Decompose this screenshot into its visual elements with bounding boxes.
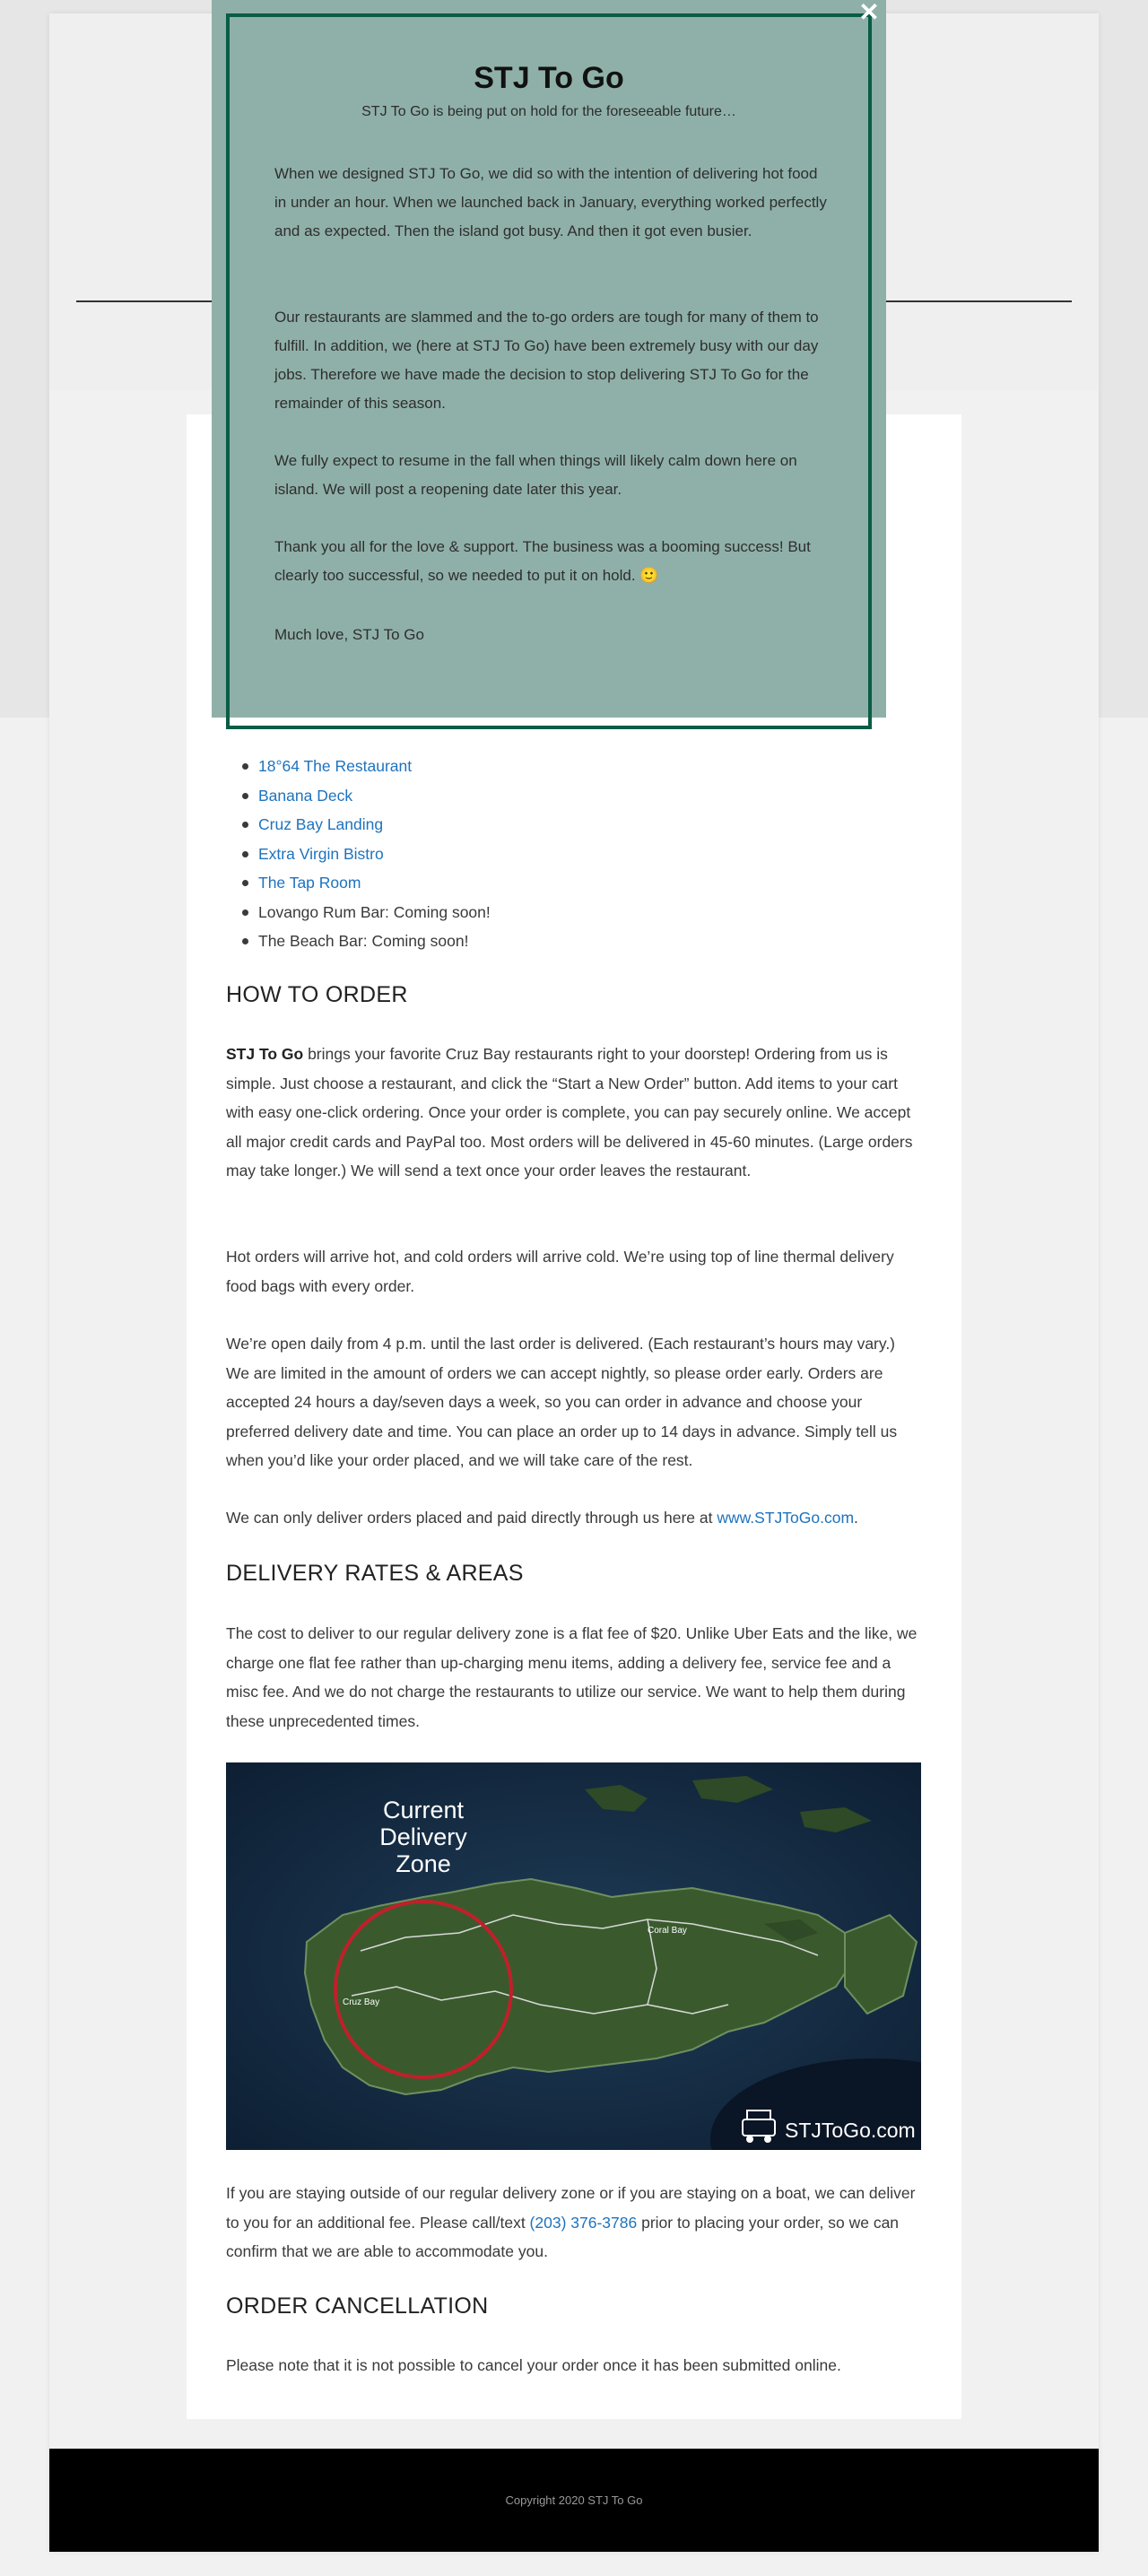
restaurant-item[interactable] [242, 810, 491, 840]
header-divider-left [76, 300, 220, 302]
offsite-delivery-note-end: prior to placing your order, so we can confirm that we are able to accommodate you. [226, 2213, 900, 2260]
map-place-coral-bay: Coral Bay [648, 1926, 687, 1936]
map-label-line-3: Zone [396, 1850, 451, 1877]
restaurant-link[interactable]: The Tap Room [258, 874, 361, 892]
restaurant-item[interactable] [242, 752, 491, 781]
popup-subtitle: STJ To Go is being put on hold for the foreseeable future… [361, 104, 736, 119]
how-to-order-text: brings your favorite Cruz Bay restaurants right to your doorstep! Ordering from us is simple. Just choose a restaurant, and click the “Start a New Order” button. Add items to your cart with easy one-click ordering. Once your order is complete, you can pay securely online. We accept all major credit cards and PayPal too. Most orders will be delivered in 45-60 minutes. (Large orders may take longer.) We will send a text once your order leaves the restaurant. [226, 1045, 913, 1179]
restaurant-link[interactable]: 18°64 The Restaurant [258, 757, 413, 775]
copyright-text: Copyright 2020 STJ To Go [505, 2493, 643, 2507]
restaurant-label: The Beach Bar: Coming soon! [258, 932, 469, 950]
restaurant-item[interactable] [242, 868, 491, 898]
restaurant-link[interactable]: Banana Deck [258, 786, 353, 805]
map-label-line-2: Delivery [379, 1823, 467, 1850]
restaurant-item [242, 927, 491, 956]
restaurant-label: Lovango Rum Bar: Coming soon! [258, 902, 491, 921]
restaurant-item[interactable] [242, 781, 491, 811]
popup-title: STJ To Go [474, 61, 624, 95]
delivery-heading: DELIVERY RATES & AREAS [226, 1561, 524, 1586]
map-label-line-1: Current [382, 1797, 465, 1823]
popup-paragraph: Thank you all for the love & support. The business was a booming success! But clearly too successful, so we needed to put it on hold. 🙂 [274, 538, 811, 584]
order-note: We can only deliver orders placed and paid directly through us here at [226, 1509, 718, 1527]
site-footer [49, 2449, 1099, 2552]
brand-name: STJ To Go [226, 1045, 304, 1063]
map-image [226, 1762, 921, 2150]
restaurant-item[interactable] [242, 840, 491, 869]
map-place-cruz-bay: Cruz Bay [343, 1997, 380, 2007]
popup-paragraph: We fully expect to resume in the fall when things will likely calm down here on island. We will post a reopening date later this year. [274, 452, 797, 498]
popup-signoff: Much love, STJ To Go [274, 626, 424, 643]
header-divider-right [883, 300, 1072, 302]
map-watermark: STJToGo.com [785, 2119, 916, 2142]
restaurant-list [242, 752, 491, 956]
offsite-delivery-note: If you are staying outside of our regular delivery zone or if you are staying on a boat, we can deliver to you for an additional fee. Please call/text [226, 2184, 916, 2232]
popup-paragraph: Our restaurants are slammed and the to-go orders are tough for many of them to fulfill. In addition, we (here at STJ To Go) have been extremely busy with our day jobs. Therefore we have made the decision to stop delivering STJ To Go for the remainder of this season. [274, 309, 819, 412]
delivery-paragraph-1: The cost to deliver to our regular delivery zone is a flat fee of $20. Unlike Uber Eats and the like, we charge one flat fee rather than up-charging menu items, adding a delivery fee, service fee and a misc fee. And we do not charge the restaurants to utilize our service. We want to help them during these unprecedented times. [226, 1624, 918, 1730]
restaurant-link[interactable]: Cruz Bay Landing [258, 815, 384, 833]
how-to-order-paragraph-2: Hot orders will arrive hot, and cold orders will arrive cold. We’re using top of line thermal delivery food bags with every order. [226, 1248, 894, 1295]
restaurant-link[interactable]: Extra Virgin Bistro [258, 844, 384, 863]
restaurant-item [242, 898, 491, 927]
how-to-order-paragraph-3: We’re open daily from 4 p.m. until the last order is delivered. (Each restaurant’s hours may vary.) We are limited in the amount of orders we can accept nightly, so please order early. Orders are accepted 24 hours a day/seven days a week, so you can order in advance and choose your preferred delivery date and time. You can place an order up to 14 days in advance. Simply tell us when you’d like your order placed, and we will take care of the rest. [226, 1335, 898, 1469]
period: . [854, 1509, 858, 1527]
phone-link[interactable]: (203) 376-3786 [529, 2213, 638, 2232]
cancellation-heading: ORDER CANCELLATION [226, 2293, 489, 2319]
close-icon[interactable]: ✕ [858, 0, 880, 26]
how-to-order-paragraph-1 [226, 1040, 922, 1186]
delivery-zone-map [226, 1762, 921, 2150]
cancellation-paragraph: Please note that it is not possible to cancel your order once it has been submitted online. [226, 2356, 841, 2374]
popup-paragraph: When we designed STJ To Go, we did so with the intention of delivering hot food in under an hour. When we launched back in January, everything worked perfectly and as expected. Then the island got busy. And then it got even busier. [274, 165, 827, 239]
how-to-order-paragraph-4 [226, 1503, 922, 1533]
how-to-order-heading: HOW TO ORDER [226, 982, 408, 1007]
delivery-paragraph-2 [226, 2179, 922, 2267]
site-link[interactable]: www.STJToGo.com [717, 1509, 855, 1527]
